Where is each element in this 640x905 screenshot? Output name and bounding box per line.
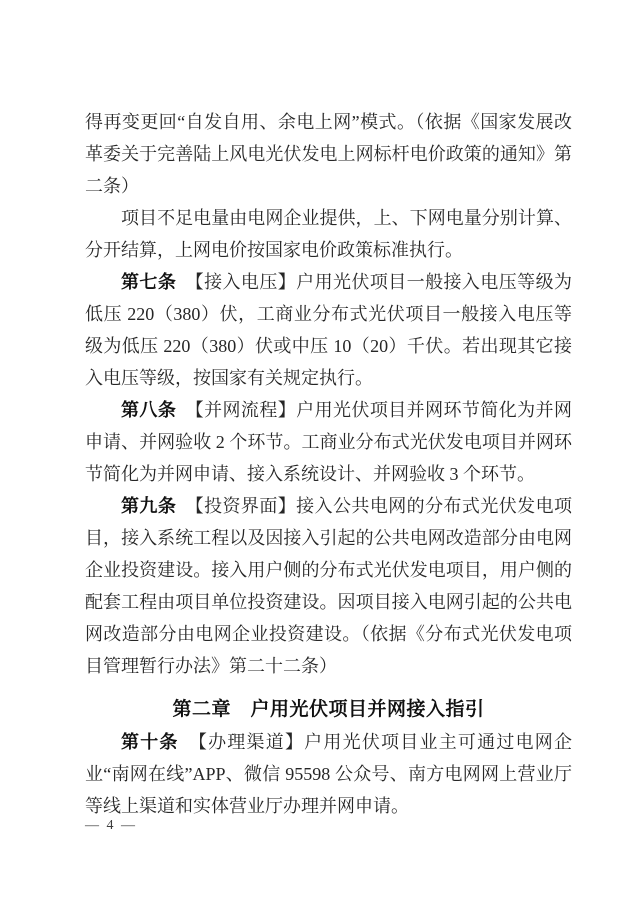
text-run: 【投资界面】接入公共电网的分布式光伏发电项目，接入系统工程以及因接入引起的公共电网改造部分由电网企业投资建设。接入用户侧的分布式光伏发电项目，用户侧的配套工程由项目单位投资建设。因项目接入电网引起的公共电网改造部分由电网企业投资建设。（依据《分布式光伏发电项目管理暂行办法》第二十二条） xyxy=(85,496,572,676)
clause-number: 第八条 xyxy=(121,400,177,420)
clause-number: 第七条 xyxy=(121,272,177,292)
text-run: 【接入电压】户用光伏项目一般接入电压等级为低压 220（380）伏，工商业分布式光伏项目一般接入电压等级为低压 220（380）伏或中压 10（20）千伏。若出现其它接入电压等级，按国家有关规定执行。 xyxy=(85,272,572,388)
page-number: — 4 — xyxy=(85,818,137,833)
paragraph xyxy=(85,266,572,394)
paragraph xyxy=(85,394,572,490)
document-body xyxy=(85,106,572,822)
paragraph xyxy=(85,490,572,682)
text-run: 【并网流程】户用光伏项目并网环节简化为并网申请、并网验收 2 个环节。工商业分布式光伏发电项目并网环节简化为并网申请、接入系统设计、并网验收 3 个环节。 xyxy=(85,400,572,484)
text-run: 得再变更回“自发自用、余电上网”模式。（依据《国家发展改革委关于完善陆上风电光伏发电上网标杆电价政策的通知》第二条） xyxy=(85,112,572,196)
clause-number: 第十条 xyxy=(121,732,179,752)
chapter-heading: 第二章 户用光伏项目并网接入指引 xyxy=(172,699,485,720)
paragraph xyxy=(85,202,572,266)
text-run: 【办理渠道】户用光伏项目业主可通过电网企业“南网在线”APP、微信 95598 公众号、南方电网网上营业厅等线上渠道和实体营业厅办理并网申请。 xyxy=(85,732,573,816)
paragraph xyxy=(85,106,572,202)
text-run: 项目不足电量由电网企业提供，上、下网电量分别计算、分开结算，上网电价按国家电价政策标准执行。 xyxy=(85,208,572,260)
paragraph xyxy=(85,726,572,822)
clause-number: 第九条 xyxy=(121,496,177,516)
